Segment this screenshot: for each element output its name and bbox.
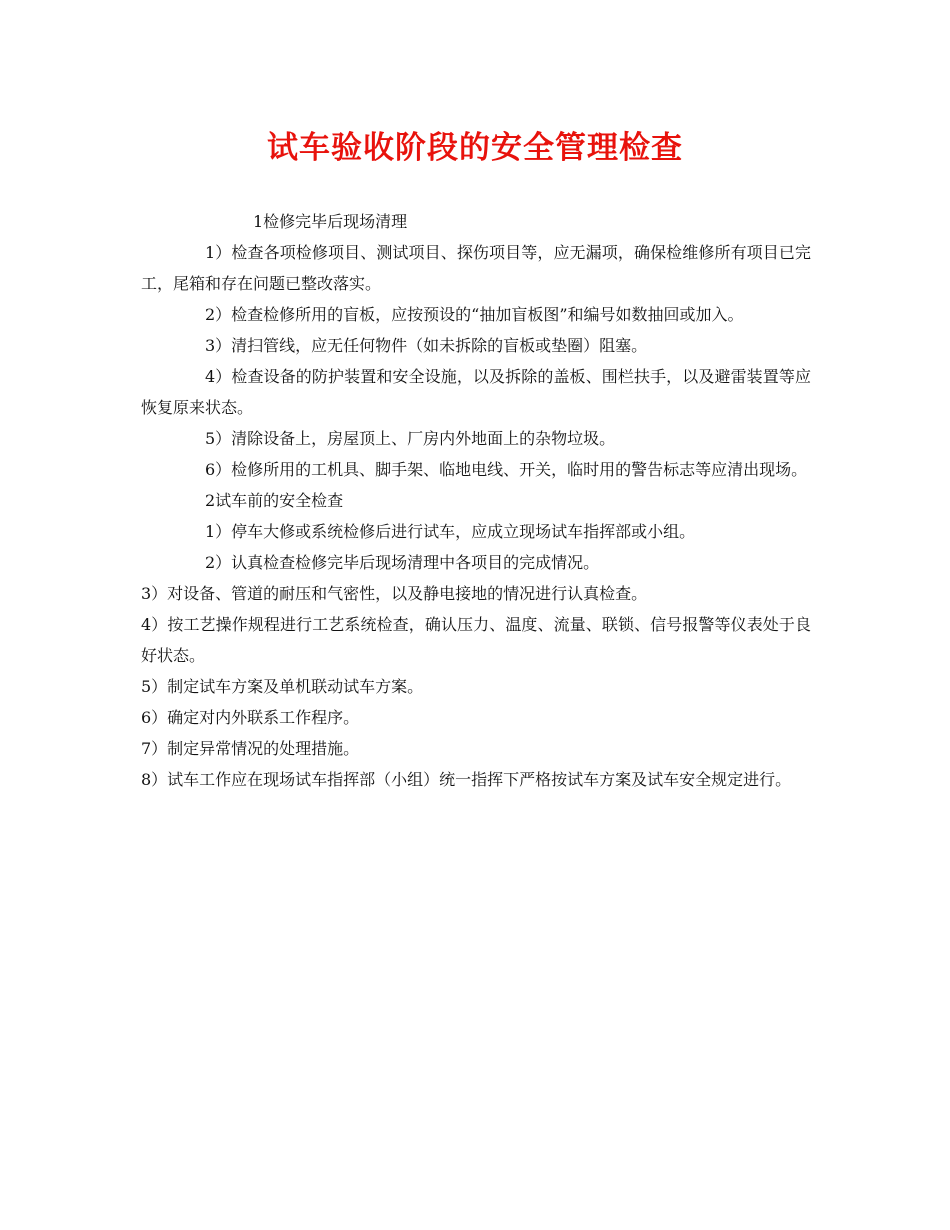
paragraph-2-8: 8）试车工作应在现场试车指挥部（小组）统一指挥下严格按试车方案及试车安全规定进行。 <box>141 770 792 789</box>
section-heading-2: 2试车前的安全检查 <box>205 491 344 510</box>
document-body <box>141 206 811 795</box>
paragraph-1-4: 4）检查设备的防护装置和安全设施，以及拆除的盖板、围栏扶手，以及避雷装置等应恢复原来状态。 <box>141 367 811 417</box>
paragraph-2-4: 4）按工艺操作规程进行工艺系统检查，确认压力、温度、流量、联锁、信号报警等仪表处于良好状态。 <box>141 615 811 665</box>
paragraph-1-1: 1）检查各项检修项目、测试项目、探伤项目等，应无漏项，确保检维修所有项目已完工，尾箱和存在问题已整改落实。 <box>141 243 811 293</box>
paragraph-2-5: 5）制定试车方案及单机联动试车方案。 <box>141 677 424 696</box>
paragraph-2-3: 3）对设备、管道的耐压和气密性，以及静电接地的情况进行认真检查。 <box>141 584 648 603</box>
paragraph-2-7: 7）制定异常情况的处理措施。 <box>141 739 360 758</box>
paragraph-2-1: 1）停车大修或系统检修后进行试车，应成立现场试车指挥部或小组。 <box>205 522 696 541</box>
document-title: 试车验收阶段的安全管理检查 <box>267 130 683 166</box>
paragraph-1-6: 6）检修所用的工机具、脚手架、临地电线、开关，临时用的警告标志等应清出现场。 <box>205 460 808 479</box>
section-heading-1: 1检修完毕后现场清理 <box>253 212 408 231</box>
paragraph-1-5: 5）清除设备上，房屋顶上、厂房内外地面上的杂物垃圾。 <box>205 429 616 448</box>
paragraph-1-2: 2）检查检修所用的盲板，应按预设的“抽加盲板图”和编号如数抽回或加入。 <box>205 305 744 324</box>
paragraph-1-3: 3）清扫管线，应无任何物件（如未拆除的盲板或垫圈）阻塞。 <box>205 336 648 355</box>
paragraph-2-2: 2）认真检查检修完毕后现场清理中各项目的完成情况。 <box>205 553 600 572</box>
paragraph-2-6: 6）确定对内外联系工作程序。 <box>141 708 360 727</box>
